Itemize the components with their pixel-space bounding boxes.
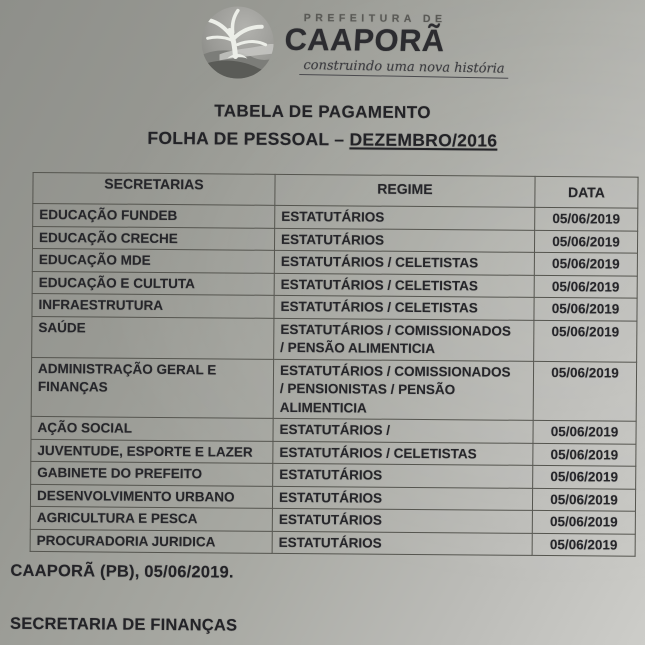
cell-secretaria: GABINETE DO PREFEITO (31, 461, 273, 485)
cell-data: 05/06/2019 (532, 488, 635, 511)
cell-data: 05/06/2019 (533, 420, 636, 443)
logo-tagline: construindo uma nova história (299, 58, 508, 79)
cell-regime: ESTATUTÁRIOS / COMISSIONADOS / PENSIONISTAS / PENSÃO ALIMENTICIA (273, 359, 533, 421)
cell-regime: ESTATUTÁRIOS (274, 228, 534, 253)
cell-regime: ESTATUTÁRIOS / CELETISTAS (274, 273, 534, 298)
logo-org-name: CAAPORÃ (283, 21, 446, 59)
cell-data: 05/06/2019 (534, 252, 637, 275)
document-subtitle (0, 127, 645, 153)
column-header-regime: REGIME (275, 174, 535, 207)
document-subtitle-prefix: FOLHA DE PESSOAL – (147, 127, 350, 150)
table-row (31, 357, 636, 421)
cell-secretaria: EDUCAÇÃO FUNDEB (33, 203, 275, 227)
cell-secretaria: INFRAESTRUTURA (32, 293, 274, 317)
cell-data: 05/06/2019 (533, 443, 636, 466)
municipal-emblem-icon (199, 4, 276, 81)
cell-secretaria: JUVENTUDE, ESPORTE E LAZER (31, 439, 273, 463)
cell-secretaria: ADMINISTRAÇÃO GERAL E FINANÇAS (31, 357, 273, 418)
cell-regime: ESTATUTÁRIOS / CELETISTAS (273, 441, 533, 466)
table-row (32, 316, 637, 362)
cell-data: 05/06/2019 (532, 510, 635, 533)
cell-data: 05/06/2019 (534, 275, 637, 298)
cell-data: 05/06/2019 (534, 230, 637, 253)
cell-secretaria: SAÚDE (32, 316, 274, 359)
cell-data: 05/06/2019 (535, 207, 638, 230)
cell-data: 05/06/2019 (533, 465, 636, 488)
table-body (30, 203, 638, 556)
cell-data: 05/06/2019 (533, 361, 636, 421)
table-row (30, 529, 635, 556)
cell-secretaria: EDUCAÇÃO MDE (32, 248, 274, 272)
document-title: TABELA DE PAGAMENTO (214, 101, 431, 123)
cell-regime: ESTATUTÁRIOS (275, 205, 535, 230)
cell-secretaria: PROCURADORIA JURIDICA (30, 529, 272, 553)
cell-secretaria: EDUCAÇÃO E CULTUTA (32, 271, 274, 295)
cell-regime: ESTATUTÁRIOS (273, 463, 533, 488)
cell-secretaria: EDUCAÇÃO CRECHE (32, 226, 274, 250)
cell-data: 05/06/2019 (532, 533, 635, 556)
cell-secretaria: DESENVOLVIMENTO URBANO (30, 484, 272, 508)
cell-data: 05/06/2019 (534, 320, 637, 362)
cell-secretaria: AGRICULTURA E PESCA (30, 506, 272, 530)
column-header-secretarias: SECRETARIAS (33, 172, 275, 205)
cell-regime: ESTATUTÁRIOS (272, 508, 532, 533)
document-subtitle-period: DEZEMBRO/2016 (349, 129, 498, 151)
footer-place-date: CAAPORÃ (PB), 05/06/2019. (10, 561, 234, 582)
cell-secretaria: AÇÃO SOCIAL (31, 416, 273, 440)
cell-regime: ESTATUTÁRIOS / (273, 418, 533, 443)
logo-org-prefix: PREFEITURA DE (303, 12, 447, 26)
table-header-row (33, 172, 638, 208)
document-titles (0, 100, 645, 153)
column-header-data: DATA (535, 176, 638, 208)
cell-regime: ESTATUTÁRIOS (272, 486, 532, 511)
payment-table (30, 172, 639, 557)
cell-regime: ESTATUTÁRIOS (272, 531, 532, 556)
cell-data: 05/06/2019 (534, 297, 637, 320)
cell-regime: ESTATUTÁRIOS / CELETISTAS (274, 295, 534, 320)
footer-signature: SECRETARIA DE FINANÇAS (9, 614, 238, 635)
cell-regime: ESTATUTÁRIOS / CELETISTAS (274, 250, 534, 275)
cell-regime: ESTATUTÁRIOS / COMISSIONADOS / PENSÃO ALIMENTICIA (274, 318, 534, 361)
